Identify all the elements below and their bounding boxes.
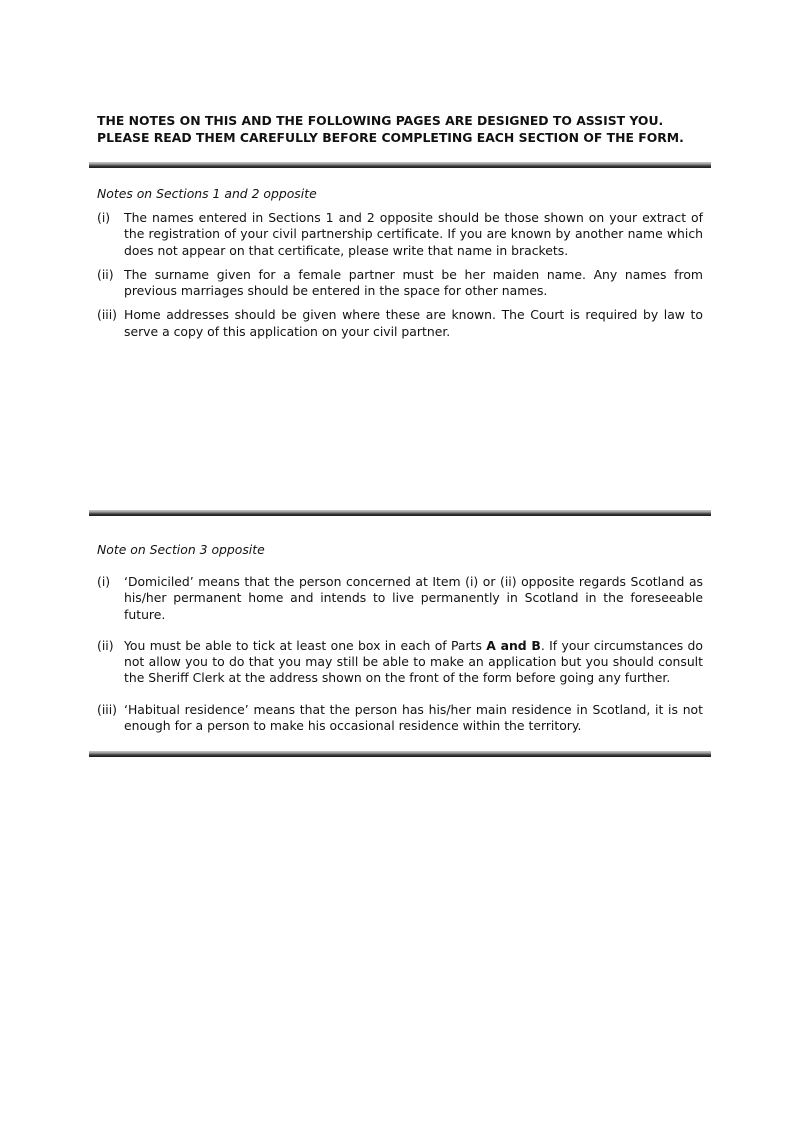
divider-rule-3 <box>89 751 711 757</box>
note-text: The names entered in Sections 1 and 2 opposite should be those shown on your extract of the registration of your civil partnership certificate. If you are known by another name which does not appear on that certificate, please write that name in brackets. <box>124 210 703 258</box>
note-text: ‘Habitual residence’ means that the person has his/her main residence in Scotland, it is not enough for a person to make his occasional residence within the territory. <box>124 701 703 734</box>
note-number: (iii) <box>97 701 117 717</box>
note-item <box>97 267 703 300</box>
note-item <box>97 702 703 735</box>
note-text: ‘Domiciled’ means that the person concerned at Item (i) or (ii) opposite regards Scotland as his/her permanent home and intends to live permanently in Scotland in the foreseeable future. <box>124 574 703 622</box>
section-title: Notes on Sections 1 and 2 opposite <box>97 186 317 201</box>
divider-rule-1 <box>89 162 711 168</box>
note-text-end: . If your circumstances do not allow you to do that you may still be able to make an application but you should consult the Sheriff Clerk at the address shown on the front of the form before going any further. <box>124 637 704 686</box>
note-text: Home addresses should be given where these are known. The Court is required by law to serve a copy of this application on your civil partner. <box>124 307 703 339</box>
note-text <box>124 638 703 686</box>
divider-rule-2 <box>89 510 711 516</box>
note-text-start: You must be able to tick at least one box in each of Parts <box>124 637 487 653</box>
note-number: (iii) <box>97 307 117 323</box>
note-number: (ii) <box>97 637 114 653</box>
notes-sections-1-2 <box>97 186 703 340</box>
heading-line-1: THE NOTES ON THIS AND THE FOLLOWING PAGES ARE DESIGNED TO ASSIST YOU. <box>97 113 664 128</box>
note-number: (i) <box>97 210 111 225</box>
page-heading <box>97 112 717 146</box>
note-item <box>97 574 703 623</box>
notes-list <box>97 210 703 340</box>
note-item <box>97 307 703 340</box>
heading-line-2: PLEASE READ THEM CAREFULLY BEFORE COMPLETING EACH SECTION OF THE FORM. <box>97 130 684 145</box>
note-number: (ii) <box>97 266 114 282</box>
notes-section-3 <box>97 542 703 734</box>
note-text-bold: A and B <box>486 637 541 653</box>
section-title: Note on Section 3 opposite <box>97 542 265 557</box>
note-number: (i) <box>97 574 111 589</box>
note-item <box>97 638 703 687</box>
note-item <box>97 210 703 259</box>
note-text: The surname given for a female partner must be her maiden name. Any names from previous marriages should be entered in the space for other names. <box>124 266 703 299</box>
notes-list <box>97 574 703 734</box>
